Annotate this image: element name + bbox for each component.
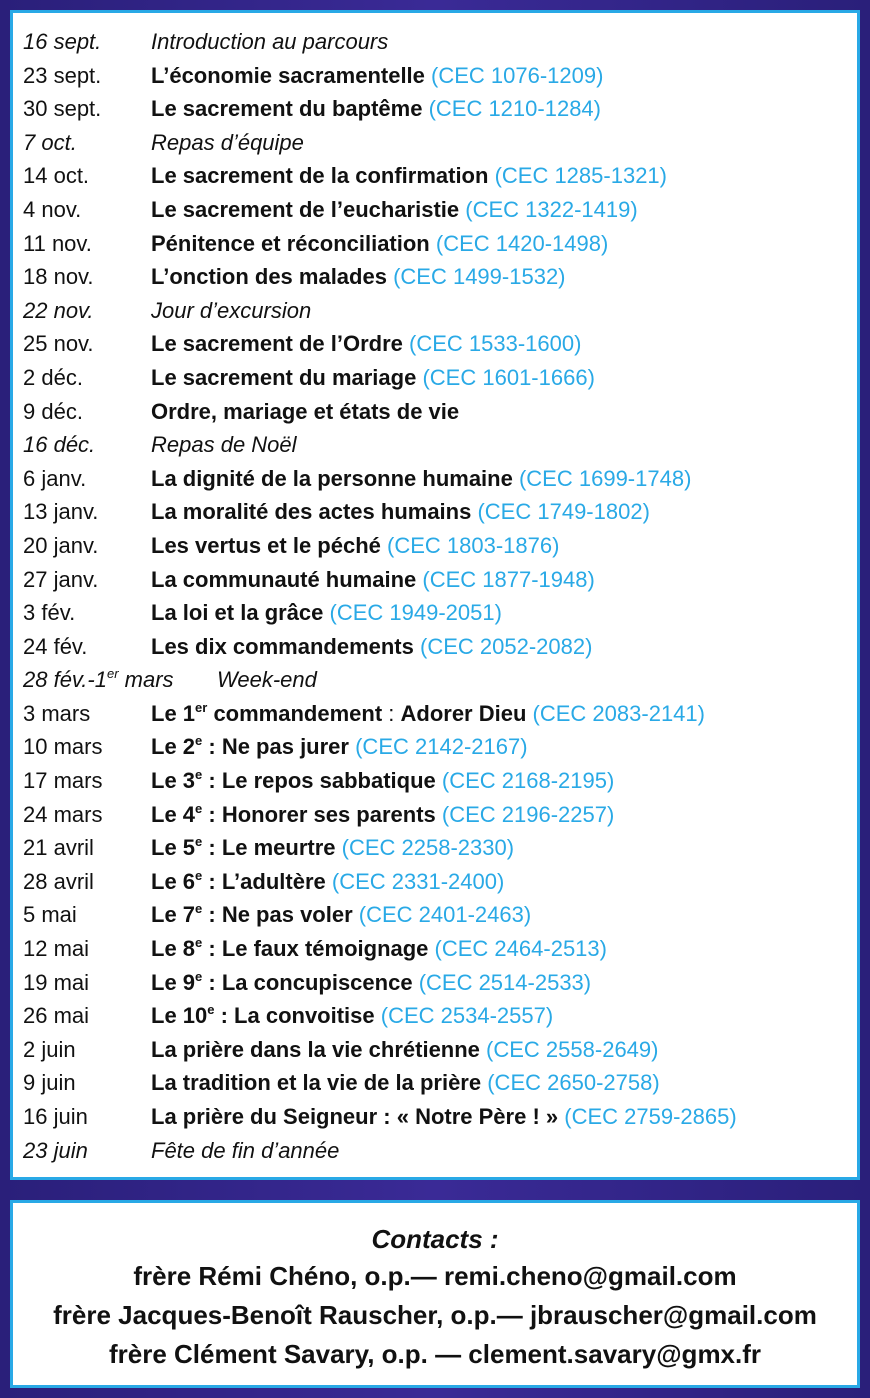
schedule-topic: Jour d’excursion — [151, 297, 312, 323]
schedule-date: 3 mars — [23, 700, 91, 726]
schedule-row — [13, 260, 857, 294]
schedule-topic: Le 7e : Ne pas voler (CEC 2401-2463) — [151, 901, 532, 928]
schedule-topic: Introduction au parcours — [151, 29, 389, 54]
schedule-date: 13 janv. — [23, 499, 99, 525]
schedule-date: 12 mai — [23, 936, 90, 962]
schedule-row — [13, 1134, 857, 1168]
schedule-topic: La prière dans la vie chrétienne (CEC 2558-2649) — [151, 1036, 659, 1062]
schedule-row — [13, 999, 857, 1033]
cec-reference: (CEC 2083-2141) — [532, 700, 705, 726]
schedule-date: 2 déc. — [23, 364, 83, 390]
schedule-date: 24 fév. — [23, 633, 88, 659]
schedule-row — [13, 361, 857, 395]
schedule-row — [13, 798, 857, 832]
schedule-date: 23 juin — [23, 1137, 88, 1163]
cec-reference: (CEC 2558-2649) — [486, 1036, 659, 1062]
cec-reference: (CEC 2759-2865) — [564, 1104, 737, 1129]
schedule-topic: Repas de Noël — [151, 432, 297, 458]
schedule-row — [13, 563, 857, 597]
schedule-row — [13, 596, 857, 630]
schedule-topic: La dignité de la personne humaine (CEC 1699-1748) — [151, 465, 692, 491]
schedule-topic: Le 1er commandement : Adorer Dieu (CEC 2083-2141) — [151, 699, 705, 726]
schedule-row — [13, 227, 857, 261]
schedule-topic: Le sacrement de l’eucharistie (CEC 1322-1419) — [151, 196, 638, 222]
schedule-topic: Le 10e : La convoitise (CEC 2534-2557) — [151, 1002, 554, 1029]
schedule-row — [13, 1100, 857, 1134]
schedule-row — [13, 697, 857, 731]
schedule-row — [13, 395, 857, 429]
schedule-date: 10 mars — [23, 734, 103, 760]
schedule-row — [13, 327, 857, 361]
cec-reference: (CEC 2514-2533) — [418, 969, 592, 995]
schedule-row — [13, 764, 857, 798]
schedule-row — [13, 462, 857, 496]
schedule-panel — [10, 10, 860, 1180]
cec-reference: (CEC 1420-1498) — [435, 230, 609, 256]
schedule-row — [13, 495, 857, 529]
schedule-date: 22 nov. — [23, 297, 94, 323]
contact-line: frère Rémi Chéno, o.p.— remi.cheno@gmail.com — [133, 1261, 737, 1291]
cec-reference: (CEC 2331-2400) — [331, 868, 505, 894]
cec-reference: (CEC 1499-1532) — [393, 264, 566, 290]
schedule-date: 20 janv. — [23, 532, 99, 558]
schedule-date: 23 sept. — [23, 62, 102, 88]
schedule-date: 28 fév.-1er mars — [23, 666, 174, 693]
schedule-row — [13, 663, 857, 697]
schedule-date: 9 déc. — [23, 398, 83, 424]
schedule-topic: Les vertus et le péché (CEC 1803-1876) — [151, 532, 560, 558]
cec-reference: (CEC 1749-1802) — [477, 499, 650, 525]
schedule-date: 14 oct. — [23, 163, 90, 189]
schedule-topic: Le sacrement du baptême (CEC 1210-1284) — [151, 96, 601, 122]
schedule-row — [13, 630, 857, 664]
schedule-topic: Le sacrement du mariage (CEC 1601-1666) — [151, 364, 595, 390]
schedule-topic: Le 6e : L’adultère (CEC 2331-2400) — [151, 867, 505, 894]
cec-reference: (CEC 1699-1748) — [518, 465, 692, 491]
schedule-topic: La moralité des actes humains (CEC 1749-1802) — [151, 499, 650, 525]
schedule-topic: Fête de fin d’année — [151, 1137, 340, 1163]
schedule-date: 18 nov. — [23, 264, 94, 290]
schedule-date: 2 juin — [23, 1036, 76, 1062]
schedule-topic: L’onction des malades (CEC 1499-1532) — [151, 264, 566, 290]
schedule-date: 4 nov. — [23, 196, 82, 222]
cec-reference: (CEC 1076-1209) — [431, 62, 604, 88]
schedule-topic: Week-end — [217, 667, 317, 693]
schedule-row — [13, 59, 857, 93]
schedule-row — [13, 92, 857, 126]
schedule-topic: Les dix commandements (CEC 2052-2082) — [151, 633, 593, 659]
schedule-topic: Le 9e : La concupiscence (CEC 2514-2533) — [151, 968, 592, 995]
cec-reference: (CEC 1601-1666) — [422, 364, 595, 390]
cec-reference: (CEC 2650-2758) — [487, 1070, 660, 1096]
schedule-date: 11 nov. — [23, 230, 92, 256]
schedule-date: 26 mai — [23, 1003, 90, 1029]
schedule-date: 19 mai — [23, 969, 90, 995]
schedule-row — [13, 193, 857, 227]
schedule-row — [13, 1033, 857, 1067]
cec-reference: (CEC 1210-1284) — [428, 96, 601, 122]
schedule-date: 16 juin — [23, 1104, 88, 1129]
cec-reference: (CEC 1285-1321) — [494, 163, 667, 189]
schedule-date: 16 sept. — [23, 29, 102, 54]
schedule-row — [13, 932, 857, 966]
schedule-row — [13, 865, 857, 899]
schedule-topic: La tradition et la vie de la prière (CEC 2650-2758) — [151, 1070, 660, 1096]
schedule-date: 9 juin — [23, 1070, 76, 1096]
schedule-date: 21 avril — [23, 835, 94, 861]
schedule-topic: Le sacrement de la confirmation (CEC 1285-1321) — [151, 163, 667, 189]
schedule-topic: Le 5e : Le meurtre (CEC 2258-2330) — [151, 834, 515, 861]
schedule-topic: Le 8e : Le faux témoignage (CEC 2464-2513) — [151, 935, 607, 962]
schedule-row — [13, 529, 857, 563]
schedule-date: 5 mai — [23, 902, 77, 928]
schedule-topic: Le 4e : Honorer ses parents (CEC 2196-2257) — [151, 800, 615, 827]
cec-reference: (CEC 2401-2463) — [358, 902, 532, 928]
cec-reference: (CEC 1877-1948) — [422, 566, 595, 592]
cec-reference: (CEC 1949-2051) — [329, 600, 502, 626]
contacts-heading: Contacts : — [371, 1224, 499, 1254]
schedule-topic: La communauté humaine (CEC 1877-1948) — [151, 566, 595, 592]
schedule-row — [13, 831, 857, 865]
schedule-date: 28 avril — [23, 868, 94, 894]
schedule-row — [13, 1066, 857, 1100]
cec-reference: (CEC 2464-2513) — [434, 936, 607, 962]
schedule-topic: Le sacrement de l’Ordre (CEC 1533-1600) — [151, 331, 582, 357]
schedule-topic: Le 3e : Le repos sabbatique (CEC 2168-2195) — [151, 767, 615, 794]
schedule-topic: La prière du Seigneur : « Notre Père ! » (CEC 2759-2865) — [151, 1104, 737, 1129]
schedule-topic: La loi et la grâce (CEC 1949-2051) — [151, 600, 502, 626]
schedule-date: 30 sept. — [23, 96, 102, 122]
schedule-row — [13, 126, 857, 160]
schedule-date: 7 oct. — [23, 129, 77, 155]
schedule-date: 6 janv. — [23, 465, 87, 491]
contacts-panel — [10, 1200, 860, 1388]
schedule-topic: Repas d’équipe — [151, 129, 304, 155]
cec-reference: (CEC 2196-2257) — [441, 801, 615, 827]
schedule-date: 27 janv. — [23, 566, 99, 592]
schedule-topic: Pénitence et réconciliation (CEC 1420-1498) — [151, 230, 609, 256]
schedule-row — [13, 25, 857, 59]
schedule-date: 25 nov. — [23, 331, 94, 357]
schedule-topic: L’économie sacramentelle (CEC 1076-1209) — [151, 62, 604, 88]
contact-line: frère Clément Savary, o.p. — clement.savary@gmx.fr — [108, 1339, 762, 1369]
schedule-date: 3 fév. — [23, 600, 76, 626]
schedule-date: 24 mars — [23, 801, 103, 827]
cec-reference: (CEC 2168-2195) — [441, 768, 615, 794]
cec-reference: (CEC 2258-2330) — [341, 835, 515, 861]
schedule-date: 16 déc. — [23, 432, 96, 458]
schedule-topic: Le 2e : Ne pas jurer (CEC 2142-2167) — [151, 733, 528, 760]
schedule-date: 17 mars — [23, 768, 103, 794]
schedule-row — [13, 730, 857, 764]
schedule-row — [13, 159, 857, 193]
cec-reference: (CEC 1533-1600) — [409, 331, 582, 357]
cec-reference: (CEC 1322-1419) — [465, 196, 638, 222]
contact-line: frère Jacques-Benoît Rauscher, o.p.— jbrauscher@gmail.com — [53, 1300, 817, 1330]
cec-reference: (CEC 2052-2082) — [420, 633, 593, 659]
cec-reference: (CEC 2142-2167) — [355, 734, 528, 760]
schedule-row — [13, 898, 857, 932]
cec-reference: (CEC 2534-2557) — [380, 1003, 554, 1029]
schedule-topic: Ordre, mariage et états de vie — [151, 398, 460, 424]
cec-reference: (CEC 1803-1876) — [387, 532, 560, 558]
schedule-row — [13, 294, 857, 328]
schedule-row — [13, 428, 857, 462]
schedule-row — [13, 966, 857, 1000]
